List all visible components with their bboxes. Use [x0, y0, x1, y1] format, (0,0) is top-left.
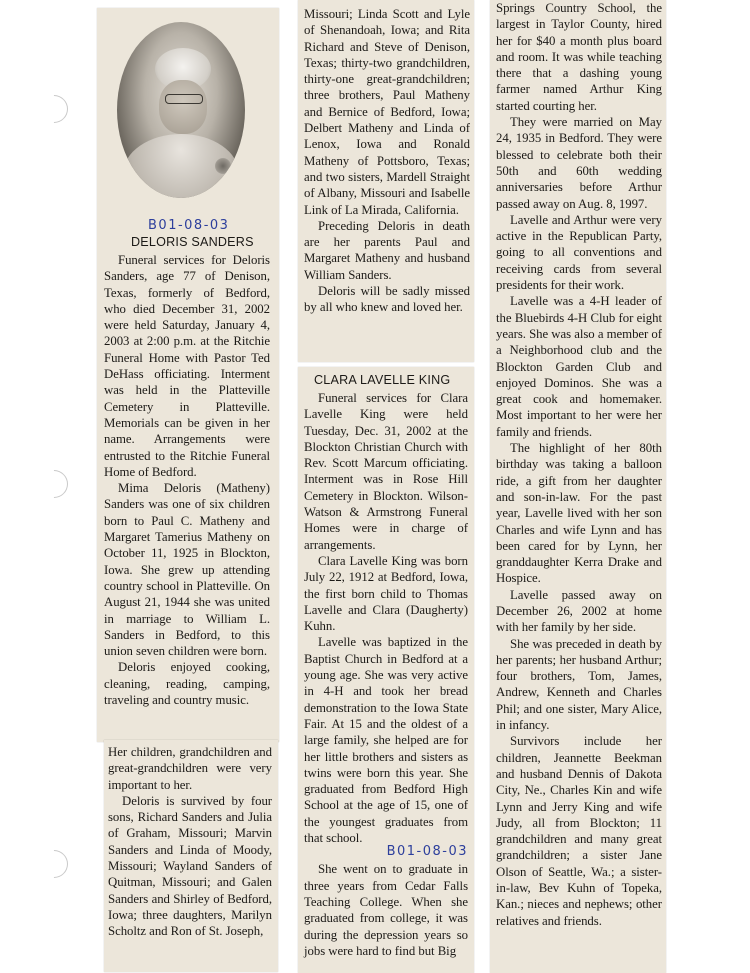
- clara-paragraph-college: She went on to graduate in three years from Cedar Falls Teaching College. When she graduated from college, it was during the depression years so jobs were hard to find but Big: [304, 862, 468, 958]
- clara-body-col2: [304, 390, 468, 959]
- binder-hole-bottom: [34, 844, 74, 884]
- deloris-body-col1b: [108, 744, 272, 940]
- deloris-portrait-photo: [117, 22, 245, 198]
- deloris-body-col1a: [104, 252, 270, 708]
- clara-paragraph-youth: Lavelle was baptized in the Baptist Church in Bedford at a young age. She was very active in 4-H and took her bread demonstration to the Iowa State Fair. At 15 and the oldest of a large family, she helped are for her little brothers and sisters as twins were born this year. She graduated from Bedford High School at the age of 15, one of the youngest graduates from that school.: [304, 635, 468, 846]
- clara-paragraph-4h-leader: Lavelle was a 4-H leader of the Bluebirds 4-H Club for eight years. She was also a member of a Neighborhood club and the Blockton Garden Club and enjoyed Dominos. She was a great cook and homemaker. Most important to her were her family and friends.: [496, 294, 662, 439]
- deloris-body-col2: [304, 6, 470, 316]
- deloris-paragraph-biography: Mima Deloris (Matheny) Sanders was one of six children born to Paul C. Matheny and Margaret Tamerius Matheny on October 11, 1925 in Blockton, Iowa. She grew up attending country school in Platteville. On August 21, 1944 she was united in marriage to William L. Sanders in Bedford, to this union seven children were born.: [104, 481, 270, 659]
- deloris-paragraph-closing: Deloris will be sadly missed by all who knew and loved her.: [304, 284, 470, 315]
- obituary-heading-deloris: DELORIS SANDERS: [131, 235, 254, 249]
- clara-paragraph-marriage: They were married on May 24, 1935 in Bedford. They were blessed to celebrate both their 50th and 60th wedding anniversaries before Arthur passed away on Aug. 8, 1997.: [496, 115, 662, 211]
- obituary-heading-clara: CLARA LAVELLE KING: [314, 373, 451, 387]
- clara-paragraph-teaching: Springs Country School, the largest in Taylor County, hired her for $40 a month plus board and room. It was while teaching there that a dashing young farmer named Arthur King started courting her.: [496, 1, 662, 113]
- handwritten-date-note-2: B01-08-03: [386, 844, 468, 860]
- clara-paragraph-republican: Lavelle and Arthur were very active in the Republican Party, going to all conventions and receiving cards from several presidents for their work.: [496, 212, 662, 293]
- clara-paragraph-passing: Lavelle passed away on December 26, 2002 at home with her family by her side.: [496, 587, 662, 635]
- clara-paragraph-birthday: The highlight of her 80th birthday was taking a balloon ride, a gift from her daughter and son-in-law. For the past year, Lavelle lived with her son Charles and wife Lynn and has been cared for by Lynn, her granddaughter Kerra Drake and Hospice.: [496, 441, 662, 586]
- binder-hole-middle: [34, 464, 74, 504]
- deloris-paragraph-family: Her children, grandchildren and great-grandchildren were very important to her.: [108, 745, 272, 792]
- binder-hole-top: [34, 89, 74, 129]
- clara-paragraph-preceded: She was preceded in death by her parents; her husband Arthur; four brothers, Tom, James, Andrew, Kenneth and Charles Phil; and one sister, Mary Alice, in infancy.: [496, 636, 662, 733]
- clara-paragraph-funeral: Funeral services for Clara Lavelle King were held Tuesday, Dec. 31, 2002 at the Blockton Christian Church with Rev. Scott Marcum officiating. Interment was in Rose Hill Cemetery in Blockton. Wilson-Watson & Armstrong Funeral Homes were in charge of arrangements.: [304, 391, 468, 552]
- clara-paragraph-birth: Clara Lavelle King was born July 22, 1912 at Bedford, Iowa, the first born child to Thomas Lavelle and Clara (Daugherty) Kuhn.: [304, 553, 468, 634]
- clara-paragraph-survivors: Survivors include her children, Jeannette Beekman and husband Dennis of Dakota City, Ne., Charles Kin and wife Lynn and Jerry King and wife Judy, all from Blockton; 11 grandchildren and many great grandchildren; a sister Jane Olson of Seattle, Wa.; a sister-in-law, Bev Kuhn of Topeka, Kan.; nieces and nephews; other relatives and friends.: [496, 734, 662, 928]
- deloris-paragraph-preceded: Preceding Deloris in death are her parents Paul and Margaret Matheny and husband William Sanders.: [304, 218, 470, 282]
- deloris-paragraph-funeral: Funeral services for Deloris Sanders, age 77 of Denison, Texas, formerly of Bedford, who died December 31, 2002 were held Saturday, January 4, 2003 at 2:00 p.m. at the Ritchie Funeral Home with Pastor Ted DeHass officiating. Interment was held in the Platteville Cemetery in Platteville. Memorials can be given in her name. Arrangements were entrusted to the Ritchie Funeral Home of Bedford.: [104, 253, 270, 479]
- deloris-paragraph-hobbies: Deloris enjoyed cooking, cleaning, reading, camping, traveling and country music.: [104, 660, 270, 708]
- handwritten-date-note: B01-08-03: [148, 218, 230, 233]
- deloris-paragraph-survivors-part1: Deloris is survived by four sons, Richard Sanders and Julia of Graham, Missouri; Marvin Sanders and Linda of Moody, Missouri; Wayland Sanders of Quitman, Missouri; and Galen Sanders and Shirley of Bedford, Iowa; three daughters, Marilyn Scholtz and Ron of St. Joseph,: [108, 793, 272, 939]
- clara-body-col3: [496, 0, 662, 929]
- deloris-paragraph-survivors-part2: Missouri; Linda Scott and Lyle of Shenandoah, Iowa; and Rita Richard and Steve of Denison, Texas; thirty-two grandchildren, thirty-one great-grandchildren; three brothers, Paul Matheny and Bernice of Bedford, Iowa; Delbert Matheny and Linda of Lenox, Iowa and Ronald Matheny of Pottsboro, Texas; and two sisters, Mardell Straight of Albany, Missouri and Isabelle Link of La Mirada, California.: [304, 7, 470, 217]
